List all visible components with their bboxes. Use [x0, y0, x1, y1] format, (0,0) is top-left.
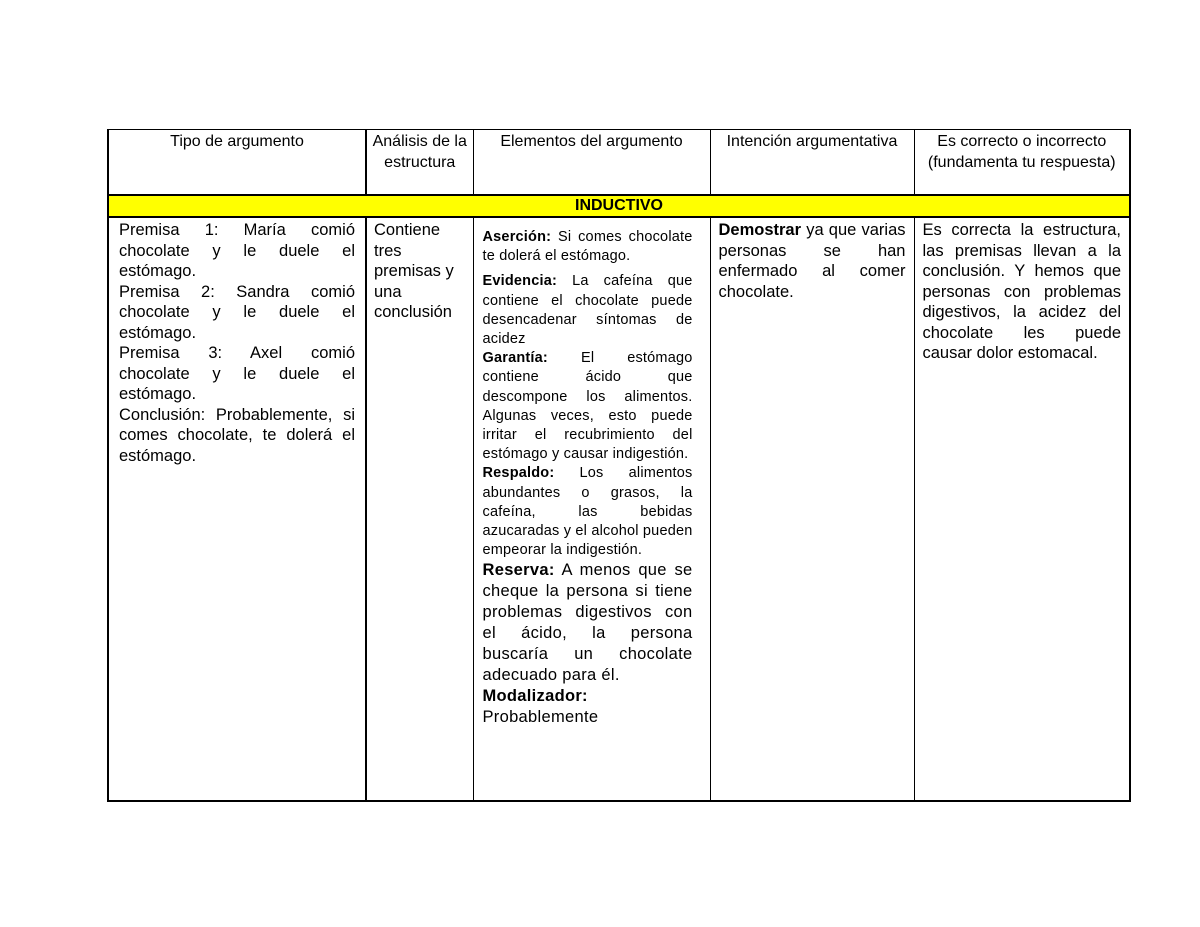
header-tipo: Tipo de argumento — [108, 130, 366, 196]
modalizador-text: Probablemente — [482, 708, 599, 727]
reserva-label: Reserva: — [482, 561, 555, 580]
section-row — [108, 195, 1130, 217]
conclusion: Conclusión: Probablemente, si comes chocolate, te dolerá el estómago. — [119, 405, 355, 465]
respaldo-label: Respaldo: — [482, 465, 555, 482]
header-analisis: Análisis de la estructura — [366, 130, 473, 196]
intencion-label: Demostrar — [718, 221, 802, 239]
respaldo — [483, 464, 693, 560]
intencion-cell — [710, 217, 914, 801]
respaldo-text: Los alimentos abundantes o grasos, la cafeína, las bebidas azucaradas y el alcohol pueden empeorar la indigestión. — [482, 465, 693, 559]
analisis-cell — [366, 217, 473, 801]
elementos-cell — [473, 217, 710, 801]
correcto-text: Es correcta la estructura, las premisas llevan a la conclusión. Y hemos que personas con problemas digestivos, la acidez del chocolate les puede causar dolor estomacal. — [922, 221, 1121, 362]
asercion — [483, 228, 693, 266]
modalizador-label: Modalizador: — [482, 687, 588, 706]
garantia — [483, 349, 693, 464]
premisa-1: Premisa 1: María comió chocolate y le duele el estómago. — [119, 221, 355, 280]
analisis-text: Contiene tres premisas y una conclusión — [374, 221, 454, 321]
header-intencion: Intención argumentativa — [710, 130, 914, 196]
asercion-label: Aserción: — [482, 229, 552, 245]
argument-analysis-table — [107, 129, 1131, 802]
correcto-cell — [914, 217, 1130, 801]
premisa-2: Premisa 2: Sandra comió chocolate y le duele el estómago. — [119, 282, 355, 342]
intencion-text: ya que varias personas se han enfermado al comer chocolate. — [718, 221, 906, 301]
section-label: INDUCTIVO — [108, 195, 1130, 217]
premisa-3: Premisa 3: Axel comió chocolate y le duele el estómago. — [119, 344, 355, 403]
evidencia-label: Evidencia: — [482, 273, 558, 290]
modalizador — [483, 686, 693, 728]
reserva-text: A menos que se cheque la persona si tiene problemas digestivos con el ácido, la persona buscaría un chocolate adecuado para él. — [482, 561, 693, 685]
header-correcto: Es correcto o incorrecto (fundamenta tu respuesta) — [914, 130, 1130, 196]
content-row — [108, 217, 1130, 801]
header-elementos: Elementos del argumento — [473, 130, 710, 196]
garantia-label: Garantía: — [482, 350, 548, 367]
header-row — [108, 130, 1130, 196]
asercion-text: Si comes chocolate te dolerá el estómago. — [482, 229, 693, 265]
garantia-text: El estómago contiene ácido que descompone los alimentos. Algunas veces, esto puede irritar el recubrimiento del estómago y causar indigestión. — [482, 350, 693, 463]
tipo-cell — [108, 217, 366, 801]
evidencia-text: La cafeína que contiene el chocolate puede desencadenar síntomas de acidez — [482, 273, 693, 348]
reserva — [483, 560, 693, 686]
evidencia — [483, 272, 693, 349]
